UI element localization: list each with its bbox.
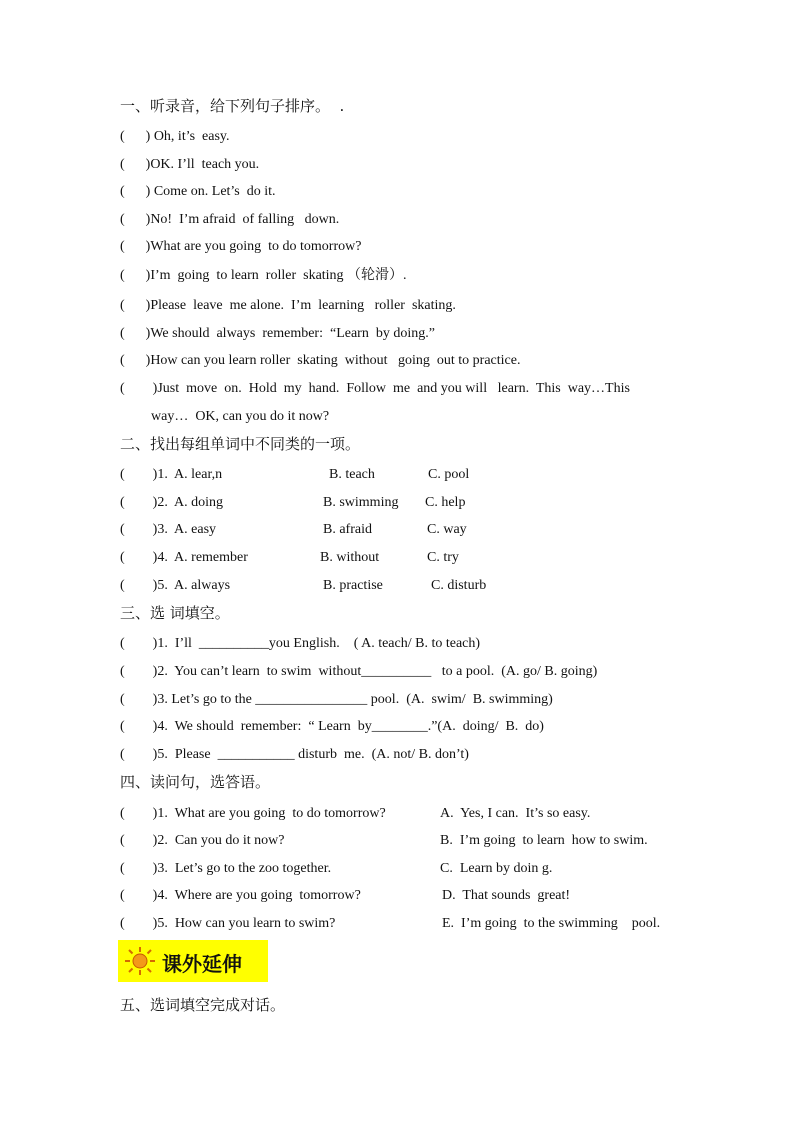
section1-title: 一、听录音，给下列句子排序。 . [120, 97, 345, 115]
option-row-num: ( )3. A. easy [120, 522, 217, 537]
banner-label: 课外延伸 [162, 952, 242, 976]
exercise-line: ( )We should always remember: “Learn by doing.” [120, 326, 435, 341]
option-c: C. disturb [431, 578, 487, 593]
option-b: B. without [320, 550, 380, 565]
question: ( )5. How can you learn to swim? [120, 916, 336, 931]
option-row-num: ( )4. A. remember [120, 550, 248, 565]
question: ( )4. Where are you going tomorrow? [120, 888, 361, 903]
exercise-line: ( )No! I’m afraid of falling down. [120, 212, 340, 227]
exercise-line-continued: way… OK, can you do it now? [151, 409, 330, 424]
section2-title: 二、找出每组单词中不同类的一项。 [120, 435, 361, 453]
extension-banner [118, 940, 268, 982]
fill-blank-line: ( )1. I’ll __________you English. ( A. teach/ B. to teach) [120, 636, 481, 651]
exercise-line: ( )OK. I’ll teach you. [120, 157, 260, 172]
answer: B. I’m going to learn how to swim. [440, 833, 648, 848]
exercise-line: ( ) Come on. Let’s do it. [120, 184, 276, 199]
fill-blank-line: ( )2. You can’t learn to swim without__________ to a pool. (A. go/ B. going) [120, 664, 598, 679]
option-row-num: ( )2. A. doing [120, 495, 224, 510]
option-c: C. way [427, 522, 467, 537]
exercise-line: ( )I’m going to learn roller skating （轮滑）. [120, 268, 407, 283]
section4-title: 四、读问句，选答语。 [120, 773, 271, 791]
section3-title: 三、选 词填空。 [120, 604, 230, 622]
option-row-num: ( )5. A. always [120, 578, 231, 593]
answer: E. I’m going to the swimming pool. [442, 916, 661, 931]
exercise-line: ( )How can you learn roller skating without going out to practice. [120, 353, 521, 368]
fill-blank-line: ( )3. Let’s go to the ________________ pool. (A. swim/ B. swimming) [120, 692, 553, 707]
exercise-line: ( ) Oh, it’s easy. [120, 129, 230, 144]
answer: D. That sounds great! [442, 888, 571, 903]
answer: A. Yes, I can. It’s so easy. [440, 806, 591, 821]
option-b: B. teach [329, 467, 375, 482]
option-c: C. try [427, 550, 459, 565]
fill-blank-line: ( )4. We should remember: “ Learn by________.”(A. doing/ B. do) [120, 719, 544, 734]
answer: C. Learn by doin g. [440, 861, 553, 876]
section5-title: 五、选词填空完成对话。 [120, 996, 286, 1014]
exercise-line: ( )Just move on. Hold my hand. Follow me and you will learn. This way…This [120, 381, 630, 396]
option-b: B. afraid [323, 522, 372, 537]
fill-blank-line: ( )5. Please ___________ disturb me. (A. not/ B. don’t) [120, 747, 469, 762]
option-c: C. help [425, 495, 466, 510]
option-b: B. swimming [323, 495, 399, 510]
option-c: C. pool [428, 467, 470, 482]
sun-icon [122, 946, 158, 976]
exercise-line: ( )Please leave me alone. I’m learning roller skating. [120, 298, 456, 313]
question: ( )3. Let’s go to the zoo together. [120, 861, 332, 876]
exercise-line: ( )What are you going to do tomorrow? [120, 239, 362, 254]
option-row-num: ( )1. A. lear,n [120, 467, 223, 482]
option-b: B. practise [323, 578, 383, 593]
question: ( )1. What are you going to do tomorrow? [120, 806, 386, 821]
question: ( )2. Can you do it now? [120, 833, 285, 848]
